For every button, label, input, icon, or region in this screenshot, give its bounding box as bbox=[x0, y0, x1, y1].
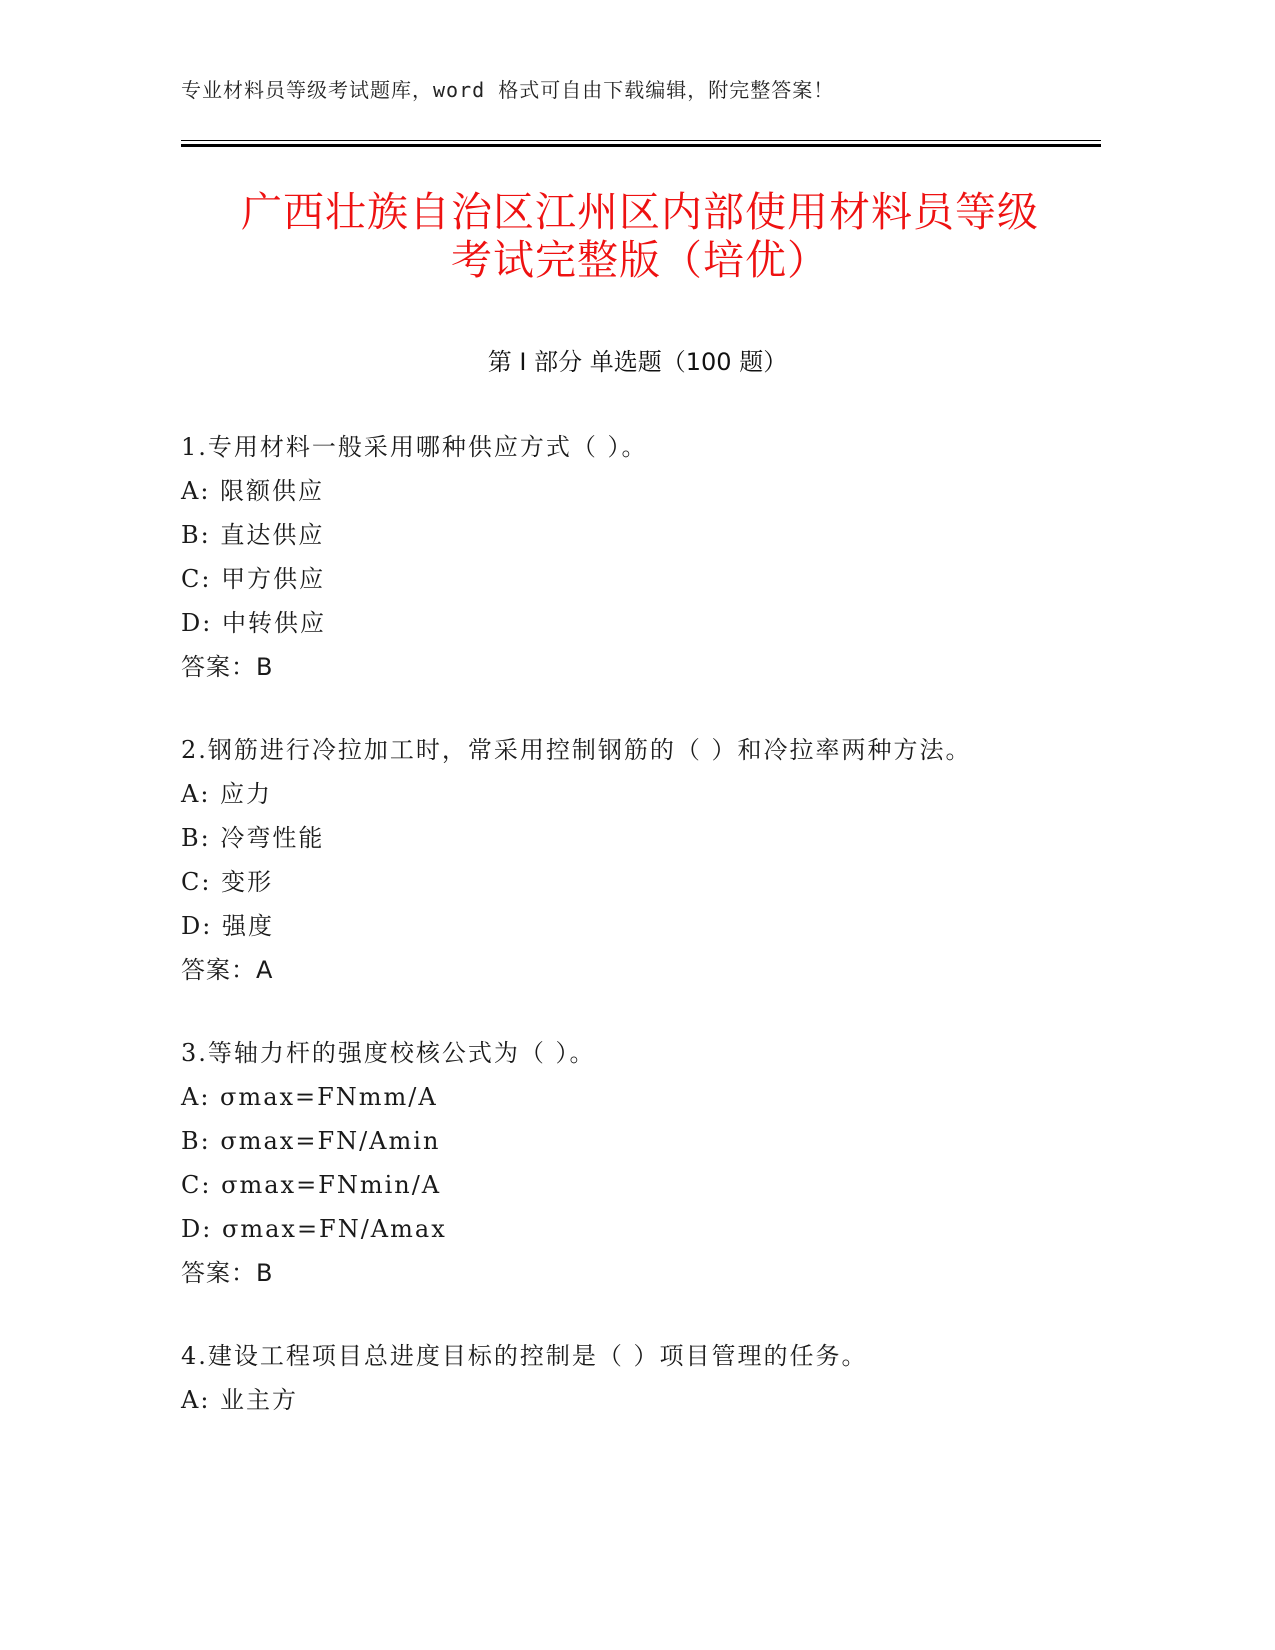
option-d: D: 中转供应 bbox=[181, 609, 326, 637]
question-2 bbox=[181, 728, 1121, 992]
option-b: B: 冷弯性能 bbox=[181, 824, 325, 852]
header-rule-thick bbox=[181, 144, 1101, 147]
answer: 答案：A bbox=[181, 956, 274, 984]
option-a: A: σmax=FNmm/A bbox=[181, 1083, 438, 1111]
option-a: A: 业主方 bbox=[181, 1386, 299, 1414]
question-stem: 3.等轴力杆的强度校核公式为（ ）。 bbox=[181, 1039, 596, 1067]
answer: 答案：B bbox=[181, 1259, 274, 1287]
document-title bbox=[150, 188, 1130, 284]
option-a: A: 限额供应 bbox=[181, 477, 325, 505]
option-d: D: σmax=FN/Amax bbox=[181, 1215, 447, 1243]
option-b: B: σmax=FN/Amin bbox=[181, 1127, 441, 1155]
header-rule-thin bbox=[181, 140, 1101, 141]
option-d: D: 强度 bbox=[181, 912, 274, 940]
option-a: A: 应力 bbox=[181, 780, 273, 808]
title-line-2: 考试完整版（培优） bbox=[451, 236, 829, 284]
question-4 bbox=[181, 1334, 1121, 1422]
title-line-1: 广西壮族自治区江州区内部使用材料员等级 bbox=[241, 188, 1039, 236]
option-c: C: 甲方供应 bbox=[181, 565, 326, 593]
option-c: C: 变形 bbox=[181, 868, 274, 896]
question-stem: 4.建设工程项目总进度目标的控制是（ ）项目管理的任务。 bbox=[181, 1342, 868, 1370]
question-3 bbox=[181, 1031, 1121, 1295]
question-1 bbox=[181, 425, 1121, 689]
option-c: C: σmax=FNmin/A bbox=[181, 1171, 442, 1199]
section-heading: 第 I 部分 单选题（100 题） bbox=[487, 348, 788, 376]
question-stem: 1.专用材料一般采用哪种供应方式（ ）。 bbox=[181, 433, 648, 461]
question-stem: 2.钢筋进行冷拉加工时，常采用控制钢筋的（ ）和冷拉率两种方法。 bbox=[181, 736, 972, 764]
header-note: 专业材料员等级考试题库，word 格式可自由下载编辑，附完整答案！ bbox=[181, 78, 835, 102]
option-b: B: 直达供应 bbox=[181, 521, 325, 549]
question-list bbox=[181, 425, 1121, 1461]
answer: 答案：B bbox=[181, 653, 274, 681]
